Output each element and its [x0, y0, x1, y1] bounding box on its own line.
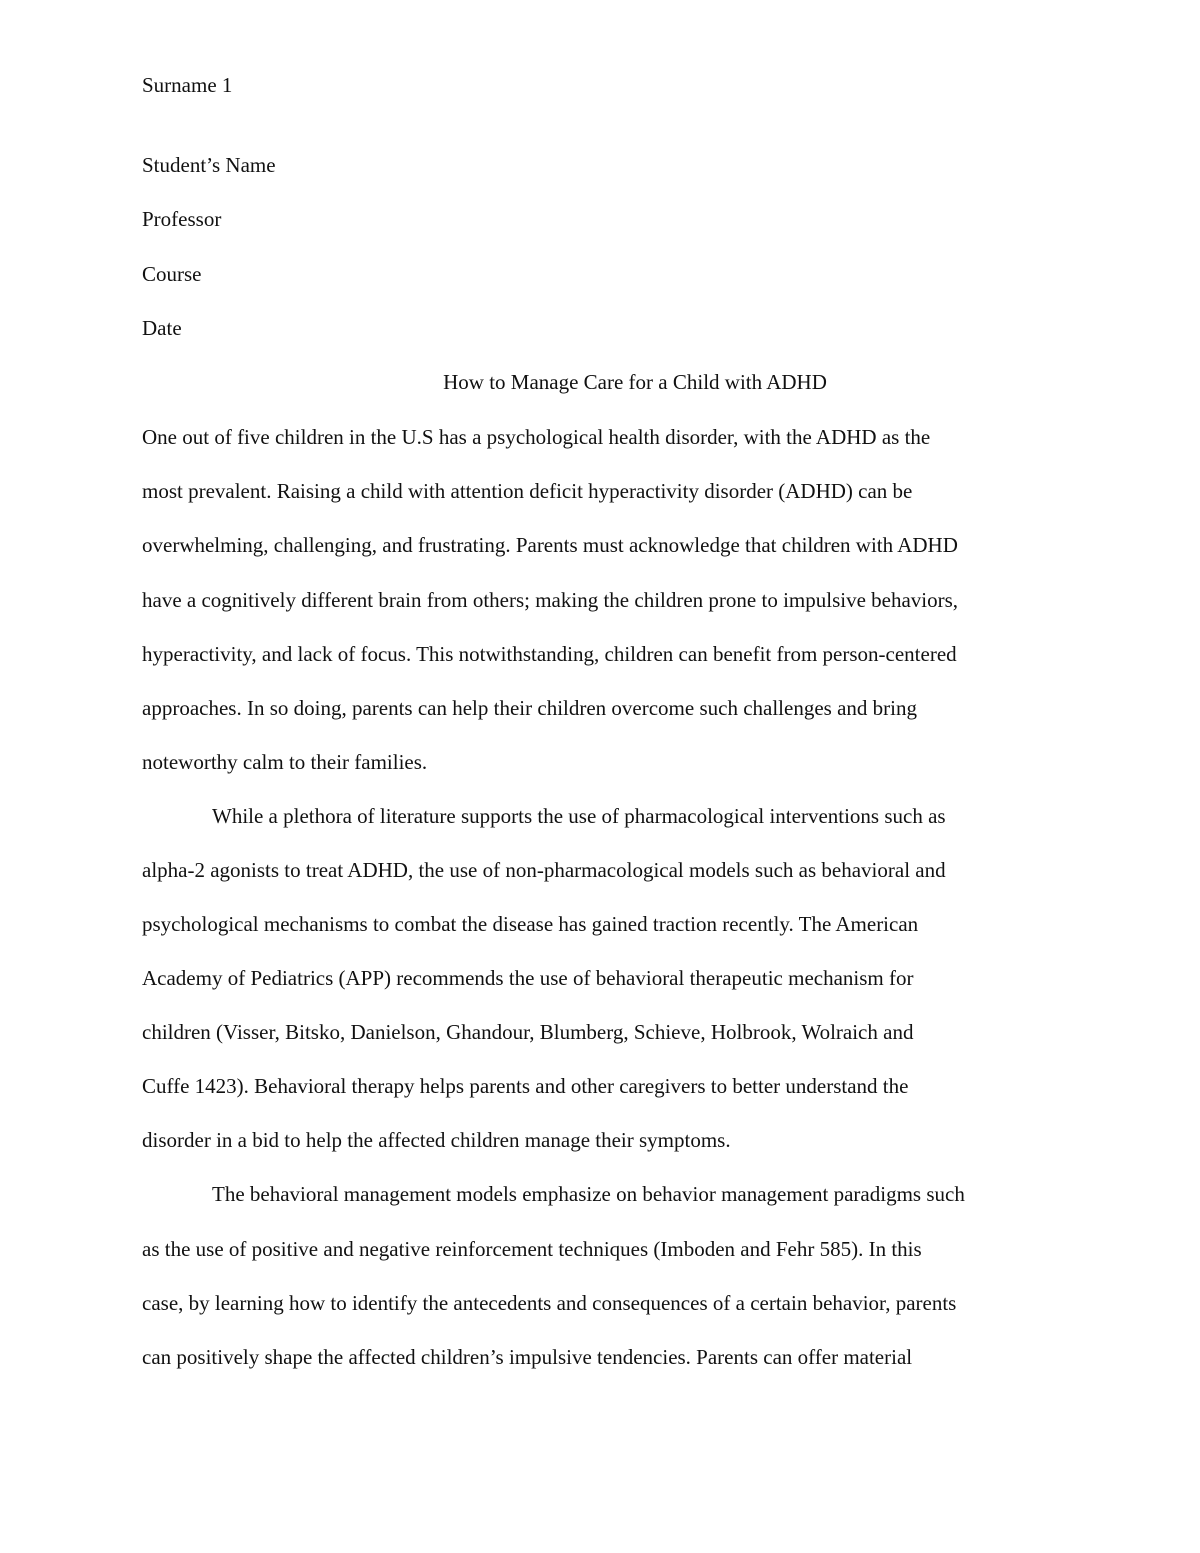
- paragraph-line: hyperactivity, and lack of focus. This notwithstanding, children can benefit from person-centered: [142, 642, 957, 666]
- paragraph-line: The behavioral management models emphasize on behavior management paradigms such: [212, 1182, 965, 1206]
- paragraph-line: case, by learning how to identify the antecedents and consequences of a certain behavior, parents: [142, 1291, 957, 1315]
- professor-name: Professor: [142, 207, 222, 231]
- paper-title: How to Manage Care for a Child with ADHD: [443, 370, 827, 394]
- course-name: Course: [142, 262, 202, 286]
- paragraph-line: most prevalent. Raising a child with attention deficit hyperactivity disorder (ADHD) can be: [142, 479, 913, 503]
- paragraph-line: psychological mechanisms to combat the disease has gained traction recently. The American: [142, 912, 919, 936]
- paragraph-line: disorder in a bid to help the affected children manage their symptoms.: [142, 1128, 731, 1152]
- paragraph-line: have a cognitively different brain from others; making the children prone to impulsive behaviors,: [142, 588, 959, 612]
- paragraph-line: alpha-2 agonists to treat ADHD, the use of non-pharmacological models such as behavioral and: [142, 858, 946, 882]
- paragraph-line: can positively shape the affected children’s impulsive tendencies. Parents can offer material: [142, 1345, 913, 1369]
- student-name: Student’s Name: [142, 153, 276, 177]
- paragraph-line: as the use of positive and negative reinforcement techniques (Imboden and Fehr 585). In this: [142, 1237, 922, 1261]
- paragraph-line: While a plethora of literature supports the use of pharmacological interventions such as: [212, 804, 946, 828]
- paragraph-line: children (Visser, Bitsko, Danielson, Ghandour, Blumberg, Schieve, Holbrook, Wolraich and: [142, 1020, 914, 1044]
- date: Date: [142, 316, 182, 340]
- paragraph-line: approaches. In so doing, parents can help their children overcome such challenges and bring: [142, 696, 917, 720]
- running-head: Surname 1: [142, 73, 233, 97]
- paragraph-line: Cuffe 1423). Behavioral therapy helps parents and other caregivers to better understand the: [142, 1074, 909, 1098]
- paragraph-line: One out of five children in the U.S has a psychological health disorder, with the ADHD as the: [142, 425, 931, 449]
- paragraph-line: Academy of Pediatrics (APP) recommends the use of behavioral therapeutic mechanism for: [142, 966, 914, 990]
- paragraph-line: noteworthy calm to their families.: [142, 750, 428, 774]
- paragraph-line: overwhelming, challenging, and frustrating. Parents must acknowledge that children with ADHD: [142, 533, 958, 557]
